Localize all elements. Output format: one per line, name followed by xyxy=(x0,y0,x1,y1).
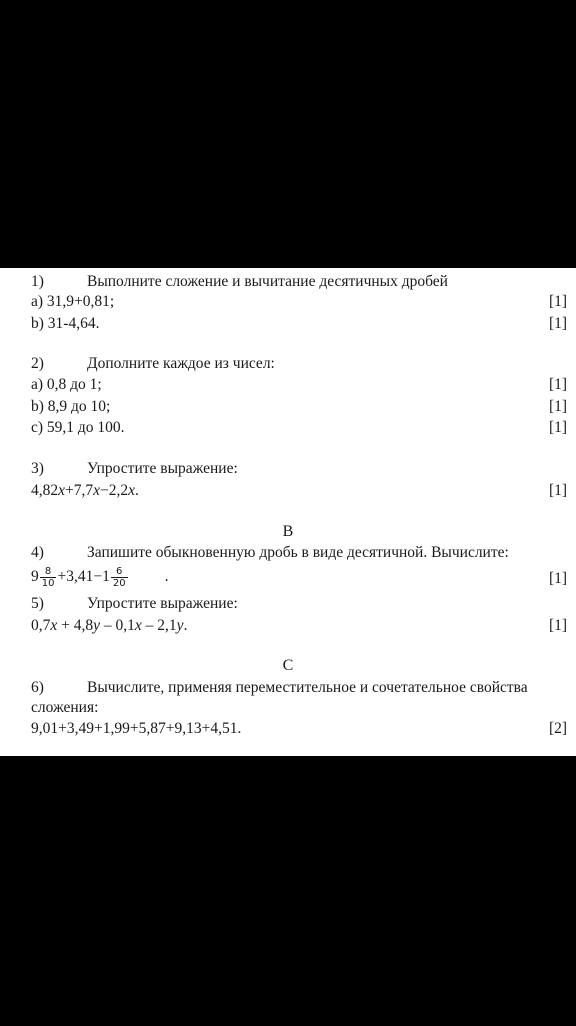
task-2a-text: a) 0,8 до 1; xyxy=(31,376,102,393)
fraction-6-20 xyxy=(111,566,128,589)
expr-part: – 2,1 xyxy=(141,617,177,634)
task-2c xyxy=(31,418,576,438)
expr-end: . xyxy=(164,568,169,586)
task-5-expression xyxy=(31,616,187,636)
task-4-expression-line xyxy=(31,568,576,594)
task-5-number: 5) xyxy=(31,595,44,612)
section-c-heading: C xyxy=(282,657,294,674)
expr-part: 4,82 xyxy=(31,482,59,499)
task-6-expression: 9,01+3,49+1,99+5,87+9,13+4,51. xyxy=(31,720,242,737)
task-1-heading xyxy=(31,272,576,292)
expr-part: . xyxy=(135,482,139,499)
expr-variable: x xyxy=(50,617,58,634)
task-6-mark: [2] xyxy=(549,720,568,737)
task-2c-text: c) 59,1 до 100. xyxy=(31,419,125,436)
expr-part: −2,2 xyxy=(100,482,129,499)
expr-middle: +3,41−1 xyxy=(57,568,110,586)
task-6-text-continued xyxy=(31,698,576,718)
task-1a xyxy=(31,292,576,312)
expr-variable: x xyxy=(128,482,136,499)
task-4-expression xyxy=(31,566,168,592)
task-1b-mark: [1] xyxy=(549,315,568,332)
task-2-heading xyxy=(31,354,576,374)
task-2-text: Дополните каждое из чисел: xyxy=(87,355,275,372)
worksheet-page xyxy=(0,268,576,756)
task-6-expression-line xyxy=(31,719,576,739)
expr-variable: x xyxy=(93,482,101,499)
task-1-number: 1) xyxy=(31,273,44,290)
task-3-mark: [1] xyxy=(549,482,568,499)
expr-part: 0,7 xyxy=(31,617,51,634)
task-4-heading xyxy=(31,543,576,563)
fraction-denominator: 10 xyxy=(41,578,55,589)
expr-part: – 0,1 xyxy=(100,617,135,634)
task-2b xyxy=(31,397,576,417)
expr-variable: y xyxy=(93,617,101,634)
task-1b xyxy=(31,314,576,334)
fraction-numerator: 6 xyxy=(111,566,128,578)
task-5-heading xyxy=(31,594,576,614)
fraction-8-10 xyxy=(40,566,57,589)
task-6-number: 6) xyxy=(31,679,44,696)
task-2a xyxy=(31,375,576,395)
task-1a-text: a) 31,9+0,81; xyxy=(31,293,115,310)
expr-part: + 4,8 xyxy=(57,617,94,634)
task-2a-mark: [1] xyxy=(549,376,568,393)
task-1-text: Выполните сложение и вычитание десятичных дробей xyxy=(87,273,448,290)
task-4-text: Запишите обыкновенную дробь в виде десятичной. Вычислите: xyxy=(87,544,509,561)
task-2c-mark: [1] xyxy=(549,419,568,436)
fraction-numerator: 8 xyxy=(40,566,57,578)
task-5-expression-line xyxy=(31,616,576,636)
fraction-denominator: 20 xyxy=(112,578,126,589)
expr-variable: x xyxy=(58,482,66,499)
task-3-expression xyxy=(31,481,139,501)
task-6-heading xyxy=(31,678,576,698)
task-2b-mark: [1] xyxy=(549,398,568,415)
expr-part: +7,7 xyxy=(65,482,94,499)
task-4-number: 4) xyxy=(31,544,44,561)
whole-number: 9 xyxy=(31,568,39,586)
expr-part: . xyxy=(183,617,188,634)
task-2b-text: b) 8,9 до 10; xyxy=(31,398,111,415)
task-3-expression-line xyxy=(31,481,576,501)
task-5-mark: [1] xyxy=(549,617,568,634)
task-6-text: Вычислите, применяя переместительное и сочетательное свойства xyxy=(87,679,528,696)
task-4-mark: [1] xyxy=(549,570,568,587)
expr-variable: x xyxy=(134,617,142,634)
section-b-heading: B xyxy=(282,523,294,540)
task-5-text: Упростите выражение: xyxy=(87,595,238,612)
task-6-text-cont: сложения: xyxy=(31,699,99,716)
task-1b-text: b) 31-4,64. xyxy=(31,315,100,332)
expr-variable: y xyxy=(176,617,184,634)
task-3-text: Упростите выражение: xyxy=(87,460,238,477)
task-2-number: 2) xyxy=(31,355,44,372)
task-3-heading xyxy=(31,459,576,479)
task-1a-mark: [1] xyxy=(549,293,568,310)
task-3-number: 3) xyxy=(31,460,44,477)
